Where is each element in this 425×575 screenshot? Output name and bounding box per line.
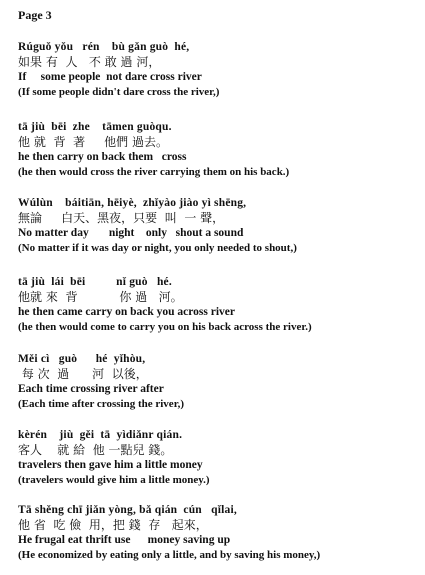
- hanzi-line: 他 就 背 著 他們 過去。: [18, 135, 168, 149]
- pinyin-line: Wúlùn báitiān, hēiyè, zhǐyào jiào yì shēng,: [18, 197, 247, 209]
- pinyin-line: Měi cì guò hé yǐhòu,: [18, 353, 146, 365]
- translation-line: (travelers would give him a little money.): [18, 474, 210, 486]
- pinyin-line: tā jiù bēi zhe tāmen guòqu.: [18, 121, 172, 133]
- gloss-line: travelers then gave him a little money: [18, 459, 203, 471]
- gloss-line: He frugal eat thrift use money saving up: [18, 534, 231, 546]
- pinyin-line: Tā shěng chī jiǎn yòng, bǎ qián cún qǐlai,: [18, 504, 237, 516]
- stanza-7: [18, 503, 418, 563]
- hanzi-line: 如果 有 人 不 敢 過 河，: [18, 55, 161, 69]
- gloss-line: Each time crossing river after: [18, 383, 164, 395]
- pinyin-line: tā jiù lái bēi nǐ guò hé.: [18, 276, 172, 288]
- translation-line: (Each time after crossing the river,): [18, 398, 184, 410]
- stanza-4: [18, 275, 418, 335]
- stanza-5: [18, 352, 418, 412]
- translation-line: (He economized by eating only a little, and by saving his money,): [18, 549, 321, 561]
- gloss-line: he then carry on back them cross: [18, 151, 187, 163]
- stanza-2: [18, 120, 418, 180]
- hanzi-line: 客人 就 給 他 一點兒 錢。: [18, 443, 173, 457]
- hanzi-line: 他就 來 背 你 過 河。: [18, 290, 183, 304]
- stanza-3: [18, 196, 418, 256]
- pinyin-line: Rúguǒ yǒu rén bù gǎn guò hé,: [18, 41, 190, 53]
- gloss-line: No matter day night only shout a sound: [18, 227, 244, 239]
- stanza-6: [18, 428, 418, 488]
- gloss-line: If some people not dare cross river: [18, 71, 202, 83]
- hanzi-line: 每 次 過 河 以後，: [18, 367, 148, 381]
- translation-line: (he then would come to carry you on his back across the river.): [18, 321, 312, 333]
- translation-line: (If some people didn't dare cross the river,): [18, 86, 220, 98]
- page-number: Page 3: [18, 8, 52, 22]
- pinyin-line: kèrén jiù gěi tā yìdiǎnr qián.: [18, 429, 183, 441]
- stanza-1: [18, 40, 418, 100]
- translation-line: (No matter if it was day or night, you only needed to shout,): [18, 242, 297, 254]
- translation-line: (he then would cross the river carrying them on his back.): [18, 166, 290, 178]
- hanzi-line: 無論 白天、黑夜，只要 叫 一 聲，: [18, 211, 225, 225]
- hanzi-line: 他 省 吃 儉 用，把 錢 存 起來，: [18, 518, 208, 532]
- gloss-line: he then came carry on back you across river: [18, 306, 235, 318]
